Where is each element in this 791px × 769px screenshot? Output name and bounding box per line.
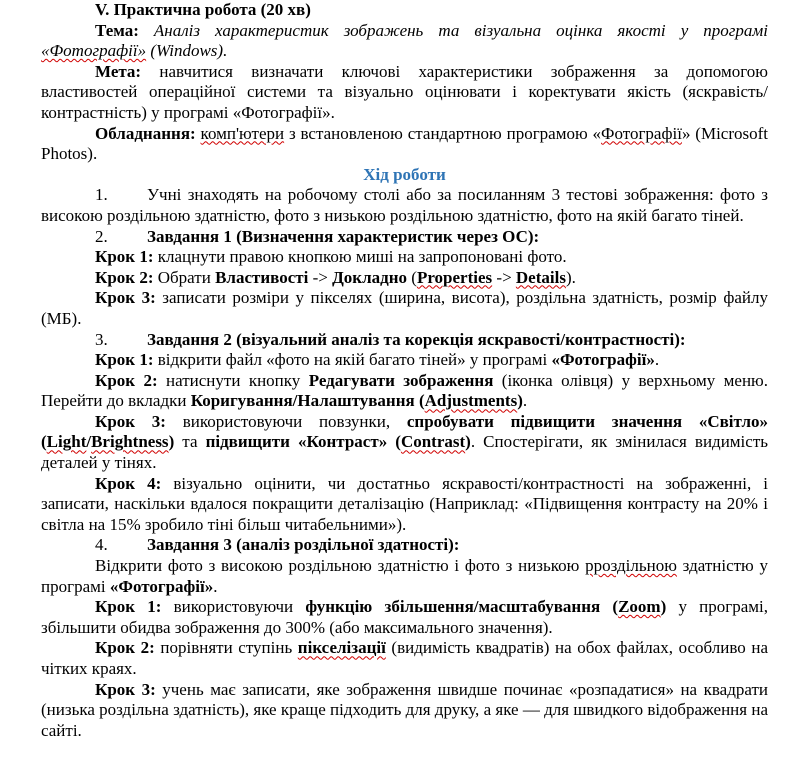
list-item-4-title: 4. Завдання 3 (аналіз роздільної здатності): — [95, 535, 460, 555]
equipment-paragraph: Обладнання: комп'ютери з встановленою стандартною програмою «Фотографії» (Microsoft Photos). — [41, 123, 768, 164]
task3-step1: Крок 1: використовуючи функцію збільшення/масштабування (Zoom) у програмі, збільшити обидва зображення до 300% (або максимального значення). — [41, 597, 769, 637]
task2-step1: Крок 1: відкрити файл «фото на якій багато тіней» у програмі «Фотографії». — [95, 350, 660, 370]
task3-step3: Крок 3: учень має записати, яке зображення швидше починає «розпадатися» на квадрати (низька роздільна здатність), яке краще підходить для друку, а яке — для швидкого відображення на сайті. — [41, 679, 768, 740]
progress-heading: Хід роботи — [363, 164, 446, 184]
topic-label: Тема: — [95, 20, 139, 40]
task1-step1: Крок 1: клацнути правою кнопкою миші на запропоновані фото. — [95, 247, 567, 267]
task2-step3: Крок 3: використовуючи повзунки, спробувати підвищити значення «Світло» (Light/Brightness) та підвищити «Контраст» (Contrast). Спостерігати, як змінилася видимість деталей у тінях. — [41, 411, 769, 473]
goal-label: Мета: — [95, 61, 142, 81]
document-page — [41, 0, 768, 741]
list-item-2-title: 2. Завдання 1 (Визначення характеристик через ОС): — [95, 226, 540, 246]
task1-step3: Крок 3: записати розміри у пікселях (ширина, висота), роздільна здатність, розмір файлу (МБ). — [41, 288, 768, 328]
list-item-3-title: 3. Завдання 2 (візуальний аналіз та корекція яскравості/контрастності): — [95, 329, 686, 349]
task2-step2: Крок 2: натиснути кнопку Редагувати зображення (іконка олівця) у верхньому меню. Перейти до вкладки Коригування/Налаштування (Adjustments). — [41, 370, 768, 411]
task3-step2: Крок 2: порівняти ступінь пікселізації (видимість квадратів) на обох файлах, особливо на чітких краях. — [41, 638, 768, 678]
topic-paragraph: Тема: Аналіз характеристик зображень та візуальна оцінка якості у програмі «Фотографії» (Windows). — [41, 20, 768, 61]
equipment-label: Обладнання: — [95, 123, 196, 143]
task1-step2: Крок 2: Обрати Властивості -> Докладно (Properties -> Details). — [95, 267, 576, 287]
goal-paragraph: Мета: навчитися визначати ключові характеристики зображення за допомогою властивостей операційної системи та візуально оцінювати і коректувати якість (яскравість/контрастність) у програмі «Фотографії». — [41, 61, 768, 122]
list-item-1: 1. Учні знаходять на робочому столі або за посиланням 3 тестові зображення: фото з високою роздільною здатністю, фото з низькою роздільною здатністю, фото на якій багато тіней. — [41, 185, 768, 225]
task2-step4: Крок 4: візуально оцінити, чи достатньо яскравості/контрастності на зображенні, і записати, наскільки вдалося покращити деталізацію (Наприклад: «Підвищення контрасту на 20% і світла на 15% зробило тіні більш читабельними»). — [41, 473, 768, 534]
section-title: V. Практична робота (20 хв) — [95, 0, 311, 19]
task3-intro: Відкрити фото з високою роздільною здатністю і фото з низькою рроздільною здатністю у програмі «Фотографії». — [41, 556, 768, 596]
